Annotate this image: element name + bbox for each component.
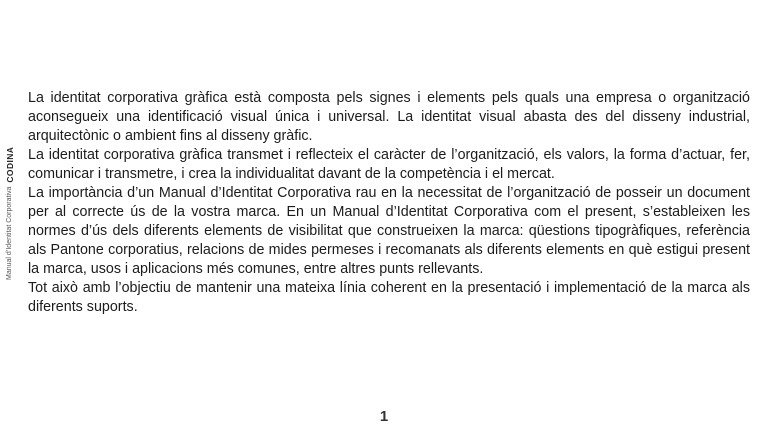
body-text-block [28, 89, 750, 317]
paragraph-definition: La identitat corporativa gràfica està composta pels signes i elements pels quals una empresa o organització aconsegueix una identificació visual única i universal. La identitat visual abasta des del disseny industrial, arquitectònic o ambient fins al disseny gràfic. [28, 90, 750, 144]
manual-title-label: Manual d’Identitat Corporativa [6, 186, 13, 280]
page-number: 1 [379, 408, 389, 425]
brand-name-label: CODINA [5, 146, 15, 183]
paragraph-character: La identitat corporativa gràfica transmet i reflecteix el caràcter de l’organització, els valors, la forma d’actuar, fer, comunicar i transmetre, i crea la individualitat davant de la competència i el mercat. [28, 147, 750, 182]
paragraph-importance: La importància d’un Manual d’Identitat Corporativa rau en la necessitat de l’organització de posseir un document per al correcte ús de la vostra marca. En un Manual d’Identitat Corporativa com el present, s’estableixen les normes d’ús dels diferents elements de visibilitat que construeixen la marca: qüestions tipogràfiques, referència als Pantone corporatius, relacions de mides permeses i recomanats als diferents elements en què estigui present la marca, usos i aplicacions més comunes, entre altres punts rellevants. [28, 185, 750, 277]
side-running-title [4, 140, 16, 280]
paragraph-objective: Tot això amb l’objectiu de mantenir una mateixa línia coherent en la presentació i implementació de la marca als diferents suports. [28, 280, 750, 315]
